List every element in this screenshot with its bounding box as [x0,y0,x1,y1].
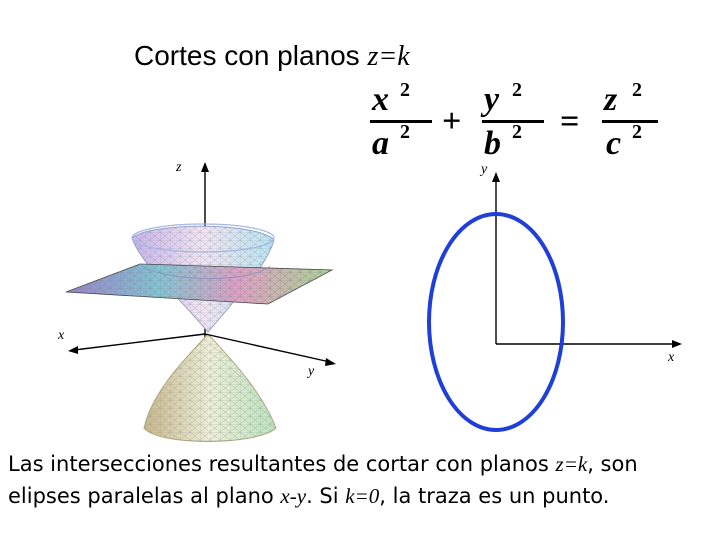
y-axis-2d-arrow [492,172,500,182]
caption-math-3: k=0 [345,484,380,508]
eq-a: a [372,125,389,158]
eq-y: y [484,81,500,118]
eq-z: z [604,81,618,118]
eq-c-exp: 2 [632,121,642,143]
eq-b: b [484,125,501,158]
eq-a-exp: 2 [400,121,410,143]
title-text: Cortes con planos [134,40,360,71]
z-axis-label: z [176,160,182,175]
y-axis-3d-label: y [308,364,315,379]
caption-part-4: , la traza es un punto. [379,484,610,508]
caption-part-3: . Si [306,484,346,508]
eq-c: c [606,125,622,158]
y-axis-2d-label: y [481,162,488,177]
eq-y-exp: 2 [512,79,522,101]
eq-z-exp: 2 [632,79,642,101]
eq-plus: + [442,103,462,140]
caption-part-1: Las intersecciones resultantes de cortar con planos [8,452,556,476]
eq-equals: = [560,103,580,140]
caption-math-1: z=k [555,452,588,476]
title-math: z=k [367,41,410,72]
eq-b-exp: 2 [512,121,522,143]
caption-part-2: , son elipses paralelas al plano [8,452,638,508]
x-axis-2d-arrow [672,340,682,348]
x-axis-3d-label: x [58,328,65,343]
eq-x-exp: 2 [400,79,410,101]
caption-text [8,448,714,512]
eq-x: x [372,81,389,118]
x-axis-2d-label: x [668,350,675,365]
caption-math-2: x-y [280,484,307,508]
